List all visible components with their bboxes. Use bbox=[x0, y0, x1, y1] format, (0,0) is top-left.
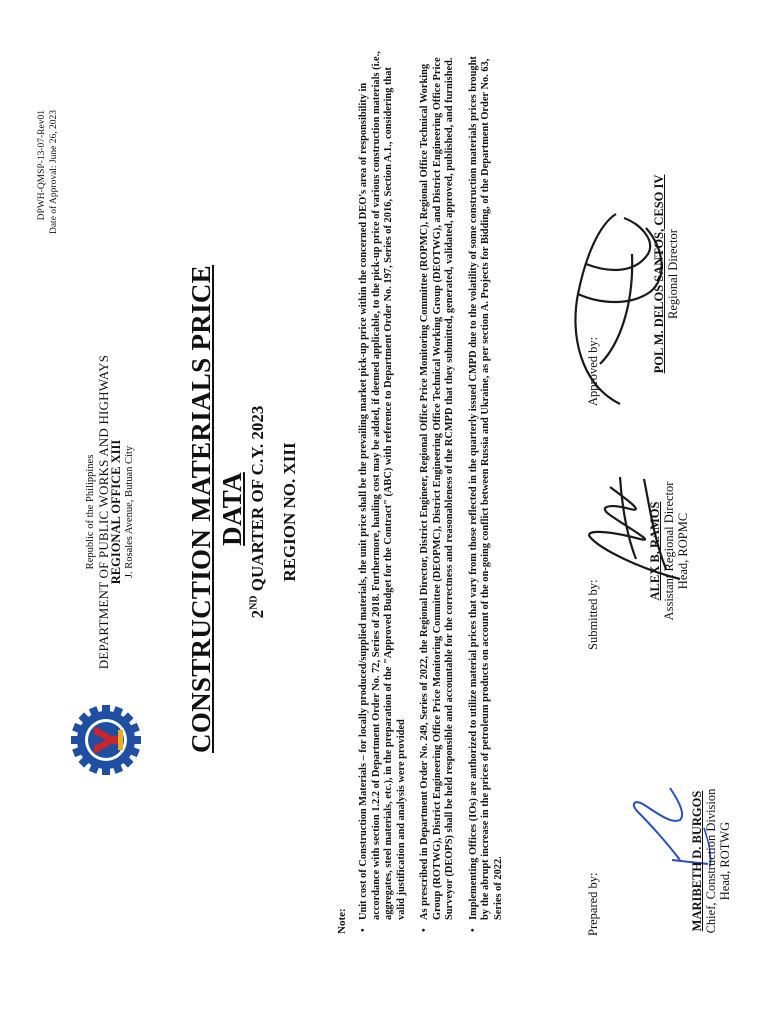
submitted-by-role: Head, ROPMC bbox=[676, 512, 690, 590]
office-address: J. Rosales Avenue, Butuan City bbox=[124, 445, 135, 579]
document-title: CONSTRUCTION MATERIALS PRICE DATA bbox=[186, 265, 247, 753]
regional-office: REGIONAL OFFICE XIII bbox=[109, 439, 123, 585]
note-label: Note: bbox=[336, 908, 348, 934]
quarter-ordinal: 2 bbox=[248, 609, 267, 619]
submitted-by-title: Assistant Regional Director bbox=[662, 481, 676, 621]
notes-list bbox=[358, 50, 516, 934]
prepared-by-block bbox=[690, 766, 732, 956]
approved-by-block bbox=[652, 144, 680, 404]
prepared-by-label: Prepared by: bbox=[586, 872, 600, 936]
document-code: DPWH-QMSP-13-07-Rev01 bbox=[37, 110, 47, 221]
document-code-block bbox=[36, 110, 60, 234]
prepared-by-role: Head, ROTWG bbox=[718, 821, 732, 901]
prepared-by-title: Chief, Construction Division bbox=[704, 788, 718, 934]
submitted-by-name: ALEX B. RAMOS bbox=[648, 501, 662, 601]
submitted-by-block bbox=[648, 456, 690, 646]
approved-by-title: Regional Director bbox=[666, 229, 680, 319]
quarter-suffix: ND bbox=[248, 595, 260, 610]
submitted-by-label: Submitted by: bbox=[586, 579, 600, 650]
quarter-heading bbox=[248, 0, 268, 1024]
republic-line: Republic of the Philippines bbox=[85, 454, 96, 570]
note-item: • Unit cost of Construction Materials – for locally produced/supplied materials, the unit price shall be the prevailing market pick-up price within the concerned DEO's area of responsibility in accordance with section 1.2.2 of Department Order No. 72, Series of 2018. Furthermore, hauling cost may be added, if deemed applicable, to the pick-up price of various construction materials (i.e., aggregates, steel materials, etc.), in the preparation of the "Approved Budget for the Contract" (ABC) with reference to Department Order No. 197, Series of 2016, Section A.1., considering that valid justification and analysis were provided bbox=[358, 50, 408, 920]
dpwh-seal-icon bbox=[70, 704, 142, 776]
quarter-rest: QUARTER OF C.Y. 2023 bbox=[248, 405, 267, 596]
approved-by-name: POL M. DELOS SANTOS, CESO IV bbox=[652, 174, 666, 374]
approval-date: Date of Approval: June 26, 2023 bbox=[49, 110, 59, 235]
note-item: • Implementing Offices (IOs) are authorized to utilize material prices that vary from those reflected in the quarterly issued CMPD due to the volatility of some construction materials prices brought by the abrupt increase in the prices of petroleum products on account of the on-going conflict between Russia and Ukraine, as per section A. Projects for Bidding, of the Department Order No. 63, Series of 2022. bbox=[468, 50, 506, 920]
letterhead bbox=[84, 330, 136, 694]
approved-by-label: Approved by: bbox=[586, 336, 600, 406]
prepared-by-name: MARIBETH D. BURGOS bbox=[690, 790, 704, 932]
note-item: • As prescribed in Department Order No. 249, Series of 2022, the Regional Director, District Engineer, Regional Office Price Monitoring Committee (ROPMC), Regional Office Technical Working Group (ROTWG), District Engineering Office Price Monitoring Committee (DEOPMC), District Engineering Office Technical Working Group (DEOTWG), and District Engineering Office Price Surveyor (DEOPS) shall be held responsible and accountable for the correctness and reasonableness of the RCMPD that they submitted, generated, validated, approved, published, and furnished. bbox=[419, 50, 457, 920]
region-heading: REGION NO. XIII bbox=[280, 442, 299, 582]
department-name: DEPARTMENT OF PUBLIC WORKS AND HIGHWAYS bbox=[96, 354, 111, 670]
